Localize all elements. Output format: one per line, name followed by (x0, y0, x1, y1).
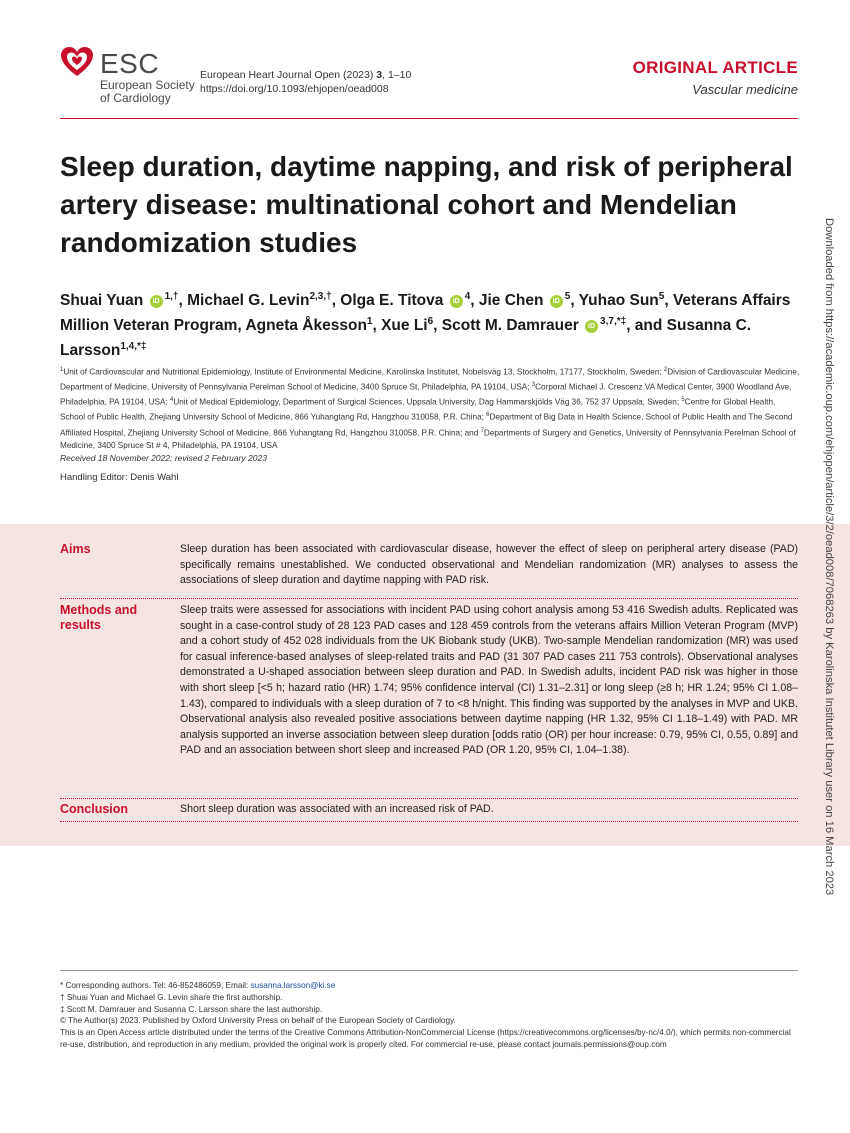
aims-heading: Aims (60, 542, 91, 556)
esc-logo (60, 46, 200, 106)
footnote-rule (60, 970, 798, 971)
article-type-block (633, 58, 798, 97)
corresponding-text: * Corresponding authors. Tel: 46-852486059, Email: (60, 981, 251, 990)
footnote-copyright: © The Author(s) 2023. Published by Oxford University Press on behalf of the European Society of Cardiology. (60, 1016, 456, 1026)
affil-number: 4 (170, 397, 174, 404)
affil-number: 7 (480, 427, 484, 434)
affil-number: 3 (531, 382, 536, 389)
author-sup-numbers: 3,7, (600, 316, 617, 328)
affil-text: Corporal Michael J. Crescenz VA Medical Center, 3900 Woodland Ave, Philadelphia, PA 19104, USA; (60, 382, 792, 408)
affil-number: 6 (486, 412, 490, 419)
received-dates: Received 18 November 2022; revised 2 February 2023 (60, 453, 267, 463)
abstract-conclusion (60, 802, 798, 822)
article-type: ORIGINAL ARTICLE (632, 58, 798, 77)
author-sup (120, 341, 146, 352)
author-name: , Michael G. Levin (178, 292, 310, 310)
author-sup: 5 (658, 291, 665, 302)
author-sup (600, 316, 626, 327)
society-line-1: European Society (100, 78, 195, 92)
journal-pages: , 1–10 (382, 69, 412, 81)
structured-abstract (0, 524, 850, 846)
footnote-corresponding (60, 980, 800, 992)
orcid-icon[interactable]: iD (550, 295, 563, 308)
affil-text: Department of Big Data in Health Science, School of Public Health and The Second Affiliated Hospital, Zhejiang University School of Medicine, 866 Yuhangtang Rd, Hangzhou 310058, P.R. China; and (60, 413, 793, 438)
affil-text: Unit of Cardiovascular and Nutritional Epidemiology, Institute of Environmental Medicine, Karolinska Institutet, Nobelsväg 13, Stockholm, 17177, Stockholm, Sweden; (63, 367, 664, 377)
journal-citation (200, 68, 411, 96)
author-sup: 1 (366, 316, 373, 328)
heart-icon (60, 46, 94, 78)
author-name: , Xue Li (372, 317, 428, 335)
abstract-aims (60, 542, 798, 599)
abstract-methods-results (60, 603, 798, 799)
author-list (60, 286, 800, 361)
affil-number: 5 (681, 397, 685, 404)
author-sup-marks: *‡ (137, 341, 147, 353)
author-sup: 4 (464, 291, 471, 302)
article-title: Sleep duration, daytime napping, and risk of peripheral artery disease: multinational cohort and Mendelian randomization studies (60, 151, 793, 258)
affil-text: Departments of Surgery and Genetics, University of Pennsylvania Perelman School of Medicine, 3400 Spruce St # 4, Philadelphia, PA 19104, USA (60, 428, 796, 450)
society-line-2: of Cardiology (100, 91, 171, 105)
footnote-last-authorship: ‡ Scott M. Damrauer and Susanna C. Larsson share the last authorship. (60, 1004, 323, 1014)
orcid-icon[interactable]: iD (450, 295, 463, 308)
affil-text: Unit of Medical Epidemiology, Department of Surgical Sciences, Uppsala University, Dag Hammarskjölds Väg 36, 752 37 Uppsala, Sweden; (173, 398, 682, 408)
affil-number: 1 (60, 367, 64, 373)
methods-text: Sleep traits were assessed for associations with incident PAD using cohort analysis among 53 416 Swedish adults. Replicated was sought in a case-control study of 28 123 PAD cases and 128 459 controls from the veterans affairs Million Veteran Program (MVP) and a cohort study of 452 028 individuals from the UK Biobank study (UKB). Two-sample Mendelian randomization (MR) was used for casual inference-based analyses of sleep-related traits and PAD (31 307 PAD cases 211 753 controls). Observational analyses demonstrated a U-shaped association between sleep duration and PAD. In Swedish adults, incident PAD risk was higher in those with short sleep [<5 h; hazard ratio (HR) 1.74; 95% confidence interval (CI) 1.31–2.31] or long sleep (≥8 h; HR 1.24; 95% CI 1.08–1.43), compared to individuals with a sleep duration of 7 to <8 h/night. This finding was supported by the analyses in MVP and UKB. Observational analysis also revealed positive associations between daytime napping (HR 1.32, 95% CI 1.18–1.49) with PAD. MR analysis supported an inverse association between sleep duration [odds ratio (OR) per hour increase: 0.79, 95% CI, 0.55, 0.89] and PAD and an association between short sleep and increased PAD (OR 1.20, 95% CI, 1.04–1.38). (180, 604, 798, 757)
article-section: Vascular medicine (692, 82, 798, 97)
affil-text: Centre for Global Health, School of Public Health, Zhejiang University School of Medicine, 866 Yuhangtang Rd, Hangzhou 310058, P.R. China; (60, 398, 776, 423)
footnotes (60, 980, 800, 1051)
conclusion-text: Short sleep duration was associated with an increased risk of PAD. (180, 803, 494, 815)
methods-heading: Methods and results (60, 603, 138, 632)
journal-volume: 3 (376, 69, 383, 81)
author-name: , Veterans Affairs Million Veteran Program, Agneta Åkesson (60, 292, 791, 335)
download-watermark: Downloaded from https://academic.oup.com/ehjopen/article/3/2/oead008/7068263 by Karolinska Institutet Library user on 16 March 2023 (823, 218, 835, 896)
affiliations (60, 364, 800, 452)
email-link[interactable]: susanna.larsson@ki.se (250, 981, 336, 990)
author-sup: 1,† (164, 291, 179, 302)
author-name: , Yuhao Sun (570, 292, 659, 310)
author-name: , Olga E. Titova (331, 292, 444, 310)
orcid-icon[interactable]: iD (585, 320, 598, 333)
author-name: , Jie Chen (470, 292, 544, 310)
author-sup-marks: *‡ (616, 316, 627, 328)
affil-text: Division of Cardiovascular Medicine, Department of Medicine, University of Pennsylvania Perelman School of Medicine, 3400 Spruce St, Philadelphia, PA 19104, USA; (60, 367, 800, 392)
footnote-license: This is an Open Access article distributed under the terms of the Creative Commons Attribution-NonCommercial License (https://creativecommons.org/licenses/by-nc/4.0/), which permits non-commercial re-use, distribution, and reproduction in any medium, provided the original work is properly cited. For commercial re-use, please contact journals.permissions@oup.com (60, 1028, 791, 1049)
orcid-icon[interactable]: iD (150, 295, 163, 308)
doi-link[interactable]: https://doi.org/10.1093/ehjopen/oead008 (200, 83, 389, 95)
author-sup: 2,3,† (309, 291, 332, 302)
header-rule (60, 118, 798, 119)
journal-name: European Heart Journal Open (2023) (200, 69, 374, 81)
aims-text: Sleep duration has been associated with cardiovascular disease, however the effect of sleep on peripheral artery disease (PAD) specifically remains unestablished. We conducted observational and Mendelian randomization (MR) analyses to assess the associations of sleep duration and daytime napping with PAD risk. (180, 543, 798, 587)
author-sup: 6 (427, 316, 434, 328)
logo-society-name (100, 79, 195, 105)
conclusion-heading: Conclusion (60, 802, 129, 816)
logo-wordmark: ESC (100, 48, 160, 79)
author-name: , Scott M. Damrauer (433, 317, 579, 335)
author-name: Shuai Yuan (60, 292, 144, 310)
author-name: , and Susanna C. Larsson (60, 317, 752, 360)
author-sup: 5 (564, 291, 571, 302)
journal-reference (200, 68, 411, 82)
footnote-first-authorship: † Shuai Yuan and Michael G. Levin share the first authorship. (60, 992, 283, 1002)
author-sup-numbers: 1,4, (120, 341, 137, 353)
affil-number: 2 (663, 367, 668, 373)
handling-editor: Handling Editor: Denis Wahl (60, 472, 179, 483)
